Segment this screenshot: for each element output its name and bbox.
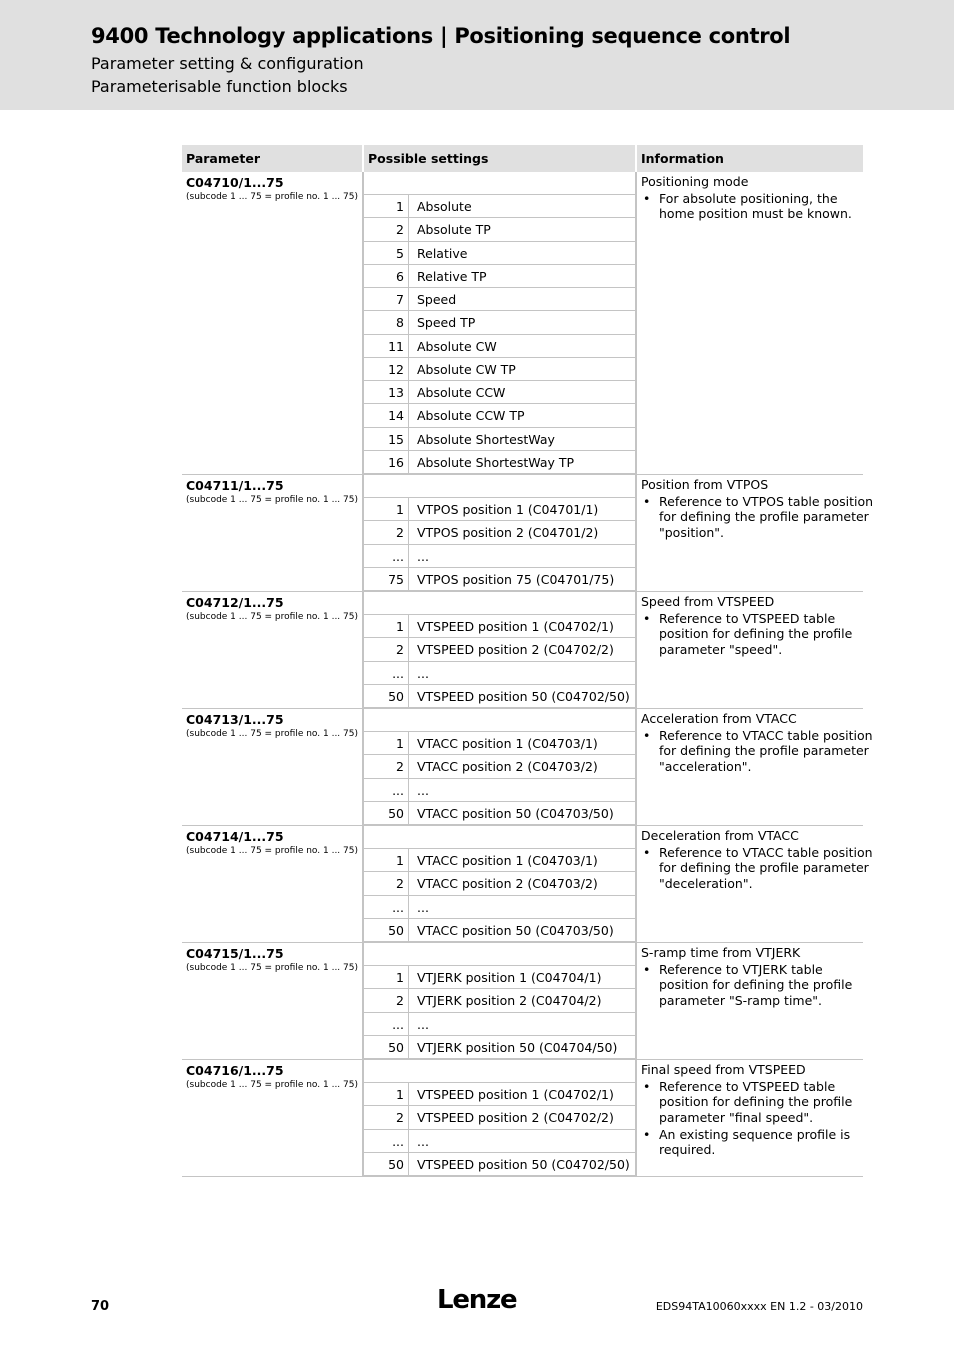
setting-label: ... xyxy=(417,899,429,915)
bullet-line: Reference to VTSPEED table xyxy=(659,1079,836,1094)
setting-label: VTJERK position 2 (C04704/2) xyxy=(417,993,602,1009)
parameter-group xyxy=(182,592,863,709)
parameter-cell xyxy=(182,943,364,1059)
setting-label: VTSPEED position 1 (C04702/1) xyxy=(417,1087,614,1102)
bullet-line: for defining the profile parameter xyxy=(659,743,869,759)
bullet-line: position for defining the profile xyxy=(659,977,853,993)
setting-value: 50 xyxy=(364,919,409,941)
setting-label: VTACC position 50 (C04703/50) xyxy=(417,922,614,938)
bullet-icon: • xyxy=(643,191,651,206)
bullet-icon: • xyxy=(643,611,651,626)
setting-value: 5 xyxy=(364,242,409,264)
setting-label: VTSPEED position 50 (C04702/50) xyxy=(417,688,630,704)
setting-row xyxy=(364,919,635,942)
information-cell xyxy=(637,709,873,825)
setting-label: Speed TP xyxy=(417,315,476,331)
bullet-line: "acceleration". xyxy=(659,758,752,774)
setting-row xyxy=(364,1036,635,1059)
setting-value: 13 xyxy=(364,381,409,403)
setting-value: 2 xyxy=(364,1106,409,1128)
parameter-code: C04716/1...75 xyxy=(186,1063,284,1078)
setting-row xyxy=(364,732,635,755)
parameter-cell xyxy=(182,172,364,474)
information-heading: Deceleration from VTACC xyxy=(641,828,799,843)
bullet-line: parameter "speed". xyxy=(659,641,783,657)
setting-row xyxy=(364,288,635,311)
subcode-note: (subcode 1 ... 75 = profile no. 1 ... 75) xyxy=(186,495,358,505)
bullet-icon: • xyxy=(643,728,651,743)
setting-row xyxy=(364,662,635,685)
setting-row xyxy=(364,896,635,919)
setting-value: ... xyxy=(364,1013,409,1035)
setting-label: Absolute xyxy=(417,199,472,214)
setting-row xyxy=(364,1106,635,1129)
parameter-group xyxy=(182,172,863,475)
parameter-group xyxy=(182,475,874,592)
setting-value: 1 xyxy=(364,849,409,871)
bullet-line: for defining the profile parameter xyxy=(659,860,869,876)
table-body xyxy=(182,172,874,1177)
setting-label: VTPOS position 1 (C04701/1) xyxy=(417,502,599,517)
settings-spacer-row xyxy=(364,592,635,615)
information-heading: Final speed from VTSPEED xyxy=(641,1062,806,1077)
setting-value: 15 xyxy=(364,428,409,450)
bullet-line: "deceleration". xyxy=(659,875,753,891)
setting-value: 50 xyxy=(364,685,409,707)
setting-label: Relative TP xyxy=(417,268,487,284)
setting-label: VTACC position 2 (C04703/2) xyxy=(417,759,598,775)
setting-row xyxy=(364,779,635,802)
setting-label: VTSPEED position 2 (C04702/2) xyxy=(417,1110,614,1126)
setting-label: VTACC position 1 (C04703/1) xyxy=(417,853,598,868)
settings-cell xyxy=(364,943,637,1059)
information-cell xyxy=(637,826,873,942)
bullet-line: parameter "final speed". xyxy=(659,1109,814,1125)
parameter-cell xyxy=(182,709,364,825)
setting-label: Absolute ShortestWay TP xyxy=(417,454,575,470)
document-id: EDS94TA10060xxxx EN 1.2 - 03/2010 xyxy=(655,1300,863,1313)
setting-label: Speed xyxy=(417,292,457,307)
setting-label: VTJERK position 1 (C04704/1) xyxy=(417,970,602,985)
bullet-line: for defining the profile parameter xyxy=(659,509,869,525)
information-heading: Speed from VTSPEED xyxy=(641,594,775,609)
parameter-group xyxy=(182,943,863,1060)
setting-row xyxy=(364,615,635,638)
setting-label: Absolute CCW xyxy=(417,385,506,400)
setting-value: 1 xyxy=(364,195,409,217)
setting-row xyxy=(364,404,635,427)
setting-row xyxy=(364,638,635,661)
setting-label: ... xyxy=(417,1016,429,1032)
bullet-line: "position". xyxy=(659,524,724,540)
bullet-line: position for defining the profile xyxy=(659,1094,853,1110)
setting-row xyxy=(364,966,635,989)
setting-value: 1 xyxy=(364,1083,409,1105)
setting-value: ... xyxy=(364,1130,409,1152)
setting-value: 1 xyxy=(364,732,409,754)
column-header-information: Information xyxy=(637,145,863,172)
setting-row xyxy=(364,545,635,568)
setting-label: VTJERK position 50 (C04704/50) xyxy=(417,1039,618,1055)
information-cell xyxy=(637,592,863,708)
setting-value: 1 xyxy=(364,615,409,637)
setting-value: ... xyxy=(364,896,409,918)
setting-value: 75 xyxy=(364,568,409,590)
setting-row xyxy=(364,802,635,825)
page-number: 70 xyxy=(91,1299,110,1314)
setting-value: 12 xyxy=(364,358,409,380)
bullet-line: Reference to VTACC table position xyxy=(659,728,873,743)
parameter-cell xyxy=(182,1060,364,1176)
parameter-cell xyxy=(182,826,364,942)
setting-row xyxy=(364,685,635,708)
page-header xyxy=(0,0,954,110)
parameter-code: C04712/1...75 xyxy=(186,595,284,610)
setting-value: 11 xyxy=(364,335,409,357)
setting-value: 2 xyxy=(364,218,409,240)
setting-value: 16 xyxy=(364,451,409,473)
setting-row xyxy=(364,521,635,544)
setting-label: ... xyxy=(417,665,429,681)
setting-row xyxy=(364,849,635,872)
setting-row xyxy=(364,1130,635,1153)
settings-spacer-row xyxy=(364,172,635,195)
setting-value: 2 xyxy=(364,638,409,660)
parameter-code: C04714/1...75 xyxy=(186,829,284,844)
setting-value: 7 xyxy=(364,288,409,310)
parameter-code: C04713/1...75 xyxy=(186,712,284,727)
setting-label: ... xyxy=(417,1133,429,1149)
bullet-line: For absolute positioning, the xyxy=(659,191,838,206)
information-cell xyxy=(637,1060,863,1176)
setting-label: Absolute CCW TP xyxy=(417,408,525,424)
bullet-icon: • xyxy=(643,1079,651,1094)
setting-row xyxy=(364,872,635,895)
settings-spacer-row xyxy=(364,475,635,498)
setting-label: VTSPEED position 1 (C04702/1) xyxy=(417,619,614,634)
setting-row xyxy=(364,218,635,241)
parameter-code: C04715/1...75 xyxy=(186,946,284,961)
bullet-line: home position must be known. xyxy=(659,206,852,222)
setting-value: 2 xyxy=(364,755,409,777)
setting-label: Absolute TP xyxy=(417,222,491,238)
parameter-cell xyxy=(182,592,364,708)
settings-cell xyxy=(364,1060,637,1176)
bullet-line: parameter "S-ramp time". xyxy=(659,992,823,1008)
bullet-line: Reference to VTACC table position xyxy=(659,845,873,860)
setting-row xyxy=(364,335,635,358)
information-cell xyxy=(637,943,863,1059)
setting-row xyxy=(364,1013,635,1036)
setting-row xyxy=(364,568,635,591)
setting-value: 14 xyxy=(364,404,409,426)
subcode-note: (subcode 1 ... 75 = profile no. 1 ... 75) xyxy=(186,963,358,973)
setting-label: VTACC position 50 (C04703/50) xyxy=(417,805,614,821)
setting-row xyxy=(364,311,635,334)
svg-text:Lenze: Lenze xyxy=(437,1285,517,1313)
page-subtitle-section: Parameter setting & configuration xyxy=(91,54,364,73)
settings-cell xyxy=(364,709,637,825)
lenze-logo xyxy=(437,1283,517,1317)
setting-value: 50 xyxy=(364,1036,409,1058)
setting-value: 2 xyxy=(364,989,409,1011)
setting-row xyxy=(364,242,635,265)
settings-cell xyxy=(364,172,637,474)
information-heading: Positioning mode xyxy=(641,174,749,189)
bullet-line: An existing sequence profile is xyxy=(659,1126,851,1142)
information-cell xyxy=(637,475,874,591)
setting-label: VTACC position 1 (C04703/1) xyxy=(417,736,598,751)
setting-label: VTPOS position 2 (C04701/2) xyxy=(417,525,599,541)
bullet-line: Reference to VTSPEED table xyxy=(659,611,836,626)
parameter-code: C04711/1...75 xyxy=(186,478,284,493)
information-cell xyxy=(637,172,863,474)
settings-cell xyxy=(364,475,637,591)
setting-row xyxy=(364,498,635,521)
parameter-group xyxy=(182,709,873,826)
setting-row xyxy=(364,428,635,451)
setting-row xyxy=(364,358,635,381)
setting-label: VTSPEED position 2 (C04702/2) xyxy=(417,642,614,658)
setting-row xyxy=(364,755,635,778)
settings-cell xyxy=(364,826,637,942)
page-subtitle-topic: Parameterisable function blocks xyxy=(91,77,348,96)
parameter-group xyxy=(182,1060,863,1177)
subcode-note: (subcode 1 ... 75 = profile no. 1 ... 75) xyxy=(186,612,358,622)
setting-row xyxy=(364,1153,635,1176)
settings-spacer-row xyxy=(364,943,635,966)
page-title: 9400 Technology applications | Positioning sequence control xyxy=(91,24,791,48)
settings-cell xyxy=(364,592,637,708)
setting-value: ... xyxy=(364,662,409,684)
bullet-line: Reference to VTJERK table xyxy=(659,962,823,977)
parameter-table xyxy=(182,145,874,1177)
setting-label: Relative xyxy=(417,245,468,261)
parameter-code: C04710/1...75 xyxy=(186,175,284,190)
setting-value: 6 xyxy=(364,265,409,287)
settings-spacer-row xyxy=(364,1060,635,1083)
bullet-line: position for defining the profile xyxy=(659,626,853,642)
setting-label: Absolute ShortestWay xyxy=(417,431,555,447)
setting-value: 2 xyxy=(364,872,409,894)
bullet-icon: • xyxy=(643,1126,651,1142)
setting-value: ... xyxy=(364,545,409,567)
setting-label: VTPOS position 75 (C04701/75) xyxy=(417,571,615,587)
information-heading: S-ramp time from VTJERK xyxy=(641,945,801,960)
information-heading: Acceleration from VTACC xyxy=(641,711,797,726)
bullet-icon: • xyxy=(643,845,651,860)
setting-row xyxy=(364,451,635,474)
subcode-note: (subcode 1 ... 75 = profile no. 1 ... 75) xyxy=(186,846,358,856)
parameter-cell xyxy=(182,475,364,591)
setting-row xyxy=(364,1083,635,1106)
setting-value: 1 xyxy=(364,498,409,520)
setting-label: VTACC position 2 (C04703/2) xyxy=(417,876,598,892)
setting-value: 50 xyxy=(364,1153,409,1175)
setting-row xyxy=(364,265,635,288)
setting-label: VTSPEED position 50 (C04702/50) xyxy=(417,1156,630,1172)
bullet-icon: • xyxy=(643,962,651,977)
parameter-group xyxy=(182,826,873,943)
subcode-note: (subcode 1 ... 75 = profile no. 1 ... 75) xyxy=(186,729,358,739)
settings-spacer-row xyxy=(364,826,635,849)
setting-label: Absolute CW xyxy=(417,338,497,354)
settings-spacer-row xyxy=(364,709,635,732)
setting-row xyxy=(364,989,635,1012)
setting-label: Absolute CW TP xyxy=(417,361,516,377)
setting-row xyxy=(364,195,635,218)
setting-value: 2 xyxy=(364,521,409,543)
setting-label: ... xyxy=(417,548,429,564)
subcode-note: (subcode 1 ... 75 = profile no. 1 ... 75) xyxy=(186,1080,358,1090)
bullet-line: Reference to VTPOS table position xyxy=(659,494,874,509)
setting-value: 8 xyxy=(364,311,409,333)
column-header-possible-settings: Possible settings xyxy=(364,145,635,172)
bullet-icon: • xyxy=(643,494,651,509)
table-header-row xyxy=(182,145,863,172)
setting-value: 50 xyxy=(364,802,409,824)
setting-value: 1 xyxy=(364,966,409,988)
setting-row xyxy=(364,381,635,404)
subcode-note: (subcode 1 ... 75 = profile no. 1 ... 75) xyxy=(186,192,358,202)
information-heading: Position from VTPOS xyxy=(641,477,769,492)
setting-label: ... xyxy=(417,782,429,798)
setting-value: ... xyxy=(364,779,409,801)
bullet-line: required. xyxy=(659,1142,716,1158)
column-header-parameter: Parameter xyxy=(182,145,362,172)
